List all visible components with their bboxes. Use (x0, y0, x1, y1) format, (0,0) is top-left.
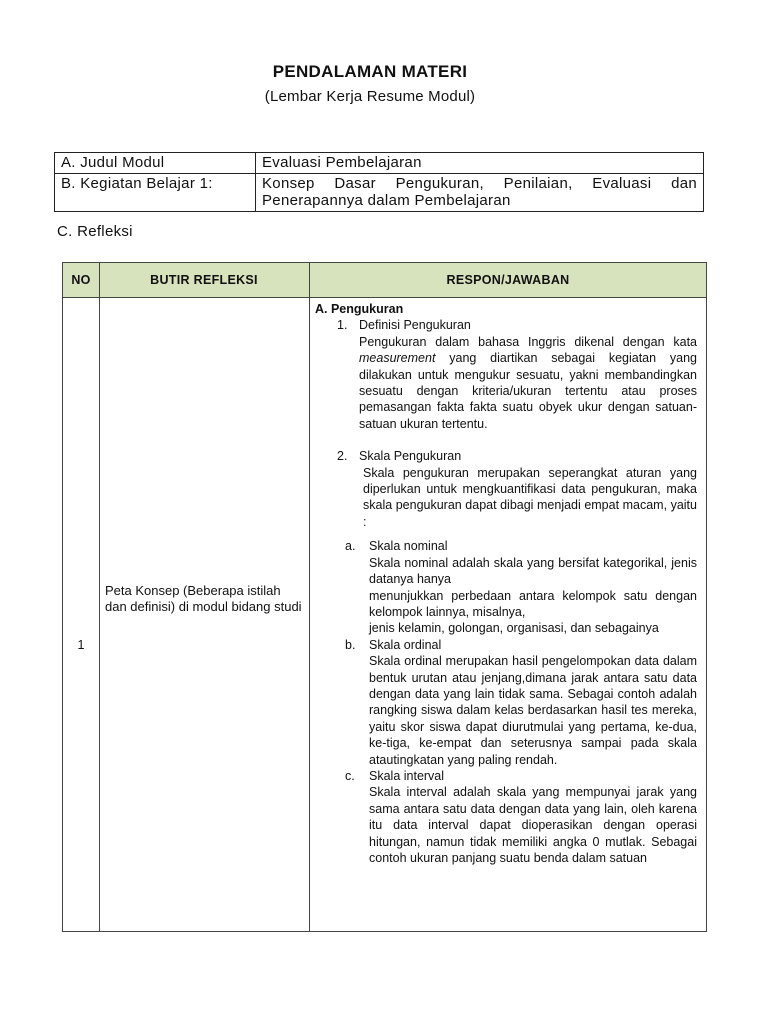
reflection-table-header (63, 263, 706, 298)
row-number: 1 (77, 638, 85, 652)
list-letter: c. (345, 768, 355, 783)
sub-list-item (315, 768, 697, 866)
module-title-label: A. Judul Modul (55, 153, 256, 174)
activity-label: B. Kegiatan Belajar 1: (55, 174, 256, 212)
item-body-text: yang diartikan sebagai kegiatan yang dilakukan untuk mengukur sesuatu, yakni membandingkan sesuatu dengan kriteria/ukuran tertentu atau proses pemasangan fakta fakta suatu obyek ukur dengan satuan-satuan ukuran tertentu. (359, 351, 697, 431)
table-row (55, 174, 704, 212)
sub-item-title: Skala nominal (369, 539, 448, 554)
item-body-text: Pengukuran dalam bahasa Inggris dikenal dengan kata (359, 334, 697, 349)
reflection-table (62, 262, 707, 932)
item-body: Skala pengukuran merupakan seperangkat aturan yang diperlukan untuk mengkuantifikasi data pengukuran, maka skala pengukuran dapat dibagi menjadi empat macam, yaitu : (363, 465, 697, 529)
header-no: NO (71, 273, 91, 287)
sub-item-line: menunjukkan perbedaan antara kelompok satu dengan kelompok lainnya, misalnya, (369, 588, 697, 619)
header-respon: RESPON/JAWABAN (446, 273, 570, 287)
row-number-cell (63, 298, 99, 931)
sub-item-line: Skala nominal adalah skala yang bersifat kategorikal, jenis datanya hanya (369, 555, 697, 587)
item-body (337, 334, 697, 432)
list-number: 2. (337, 449, 348, 464)
list-item (315, 448, 697, 530)
item-body-emphasis: measurement (359, 351, 436, 366)
list-number: 1. (337, 318, 348, 333)
sub-item-line: jenis kelamin, golongan, organisasi, dan sebagainya (369, 621, 659, 636)
sub-list-item (315, 538, 697, 636)
list-letter: a. (345, 539, 356, 554)
list-item (315, 317, 697, 432)
butir-refleksi-text: Peta Konsep (Beberapa istilah dan definisi) di modul bidang studi (105, 583, 302, 614)
table-row (55, 153, 704, 174)
sub-item-title: Skala ordinal (369, 637, 442, 652)
sub-item-title: Skala interval (369, 768, 445, 783)
section-c-heading: C. Refleksi (57, 223, 133, 240)
activity-value: Konsep Dasar Pengukuran, Penilaian, Evaluasi dan Penerapannya dalam Pembelajaran (256, 174, 704, 212)
response-heading: A. Pengukuran (315, 302, 404, 316)
page-subtitle: (Lembar Kerja Resume Modul) (264, 88, 476, 105)
module-title-value: Evaluasi Pembelajaran (256, 153, 704, 174)
item-title: Definisi Pengukuran (359, 318, 471, 333)
sub-item-line: Skala ordinal merupakan hasil pengelompokan data dalam bentuk urutan atau jenjang,dimana jarak antara satu data dengan data yang lain tidak sama. Sebagai contoh adalah rangking siswa dalam kelas berdasarkan hasil tes mereka, yaitu skor siswa dapat diurutmulai yang pertama, ke-dua, ke-tiga, ke-empat dan seterusnya sampai pada skala atautingkatan yang paling rendah. (369, 654, 697, 767)
sub-list-item (315, 637, 697, 768)
response-content (315, 301, 697, 866)
header-butir: BUTIR REFLEKSI (150, 273, 258, 287)
item-title: Skala Pengukuran (359, 449, 462, 464)
sub-item-line: Skala interval adalah skala yang mempunyai jarak yang sama antara satu data dengan data yang lain, oleh karena itu data interval dapat dioperasikan dengan operasi hitungan, namun tidak memiliki angka 0 mutlak. Sebagai contoh ukuran panjang suatu benda dalam satuan (369, 785, 697, 865)
page-title: PENDALAMAN MATERI (272, 62, 468, 81)
module-info-table (54, 152, 704, 212)
list-letter: b. (345, 637, 356, 652)
column-divider (99, 263, 100, 931)
column-divider (309, 263, 310, 931)
